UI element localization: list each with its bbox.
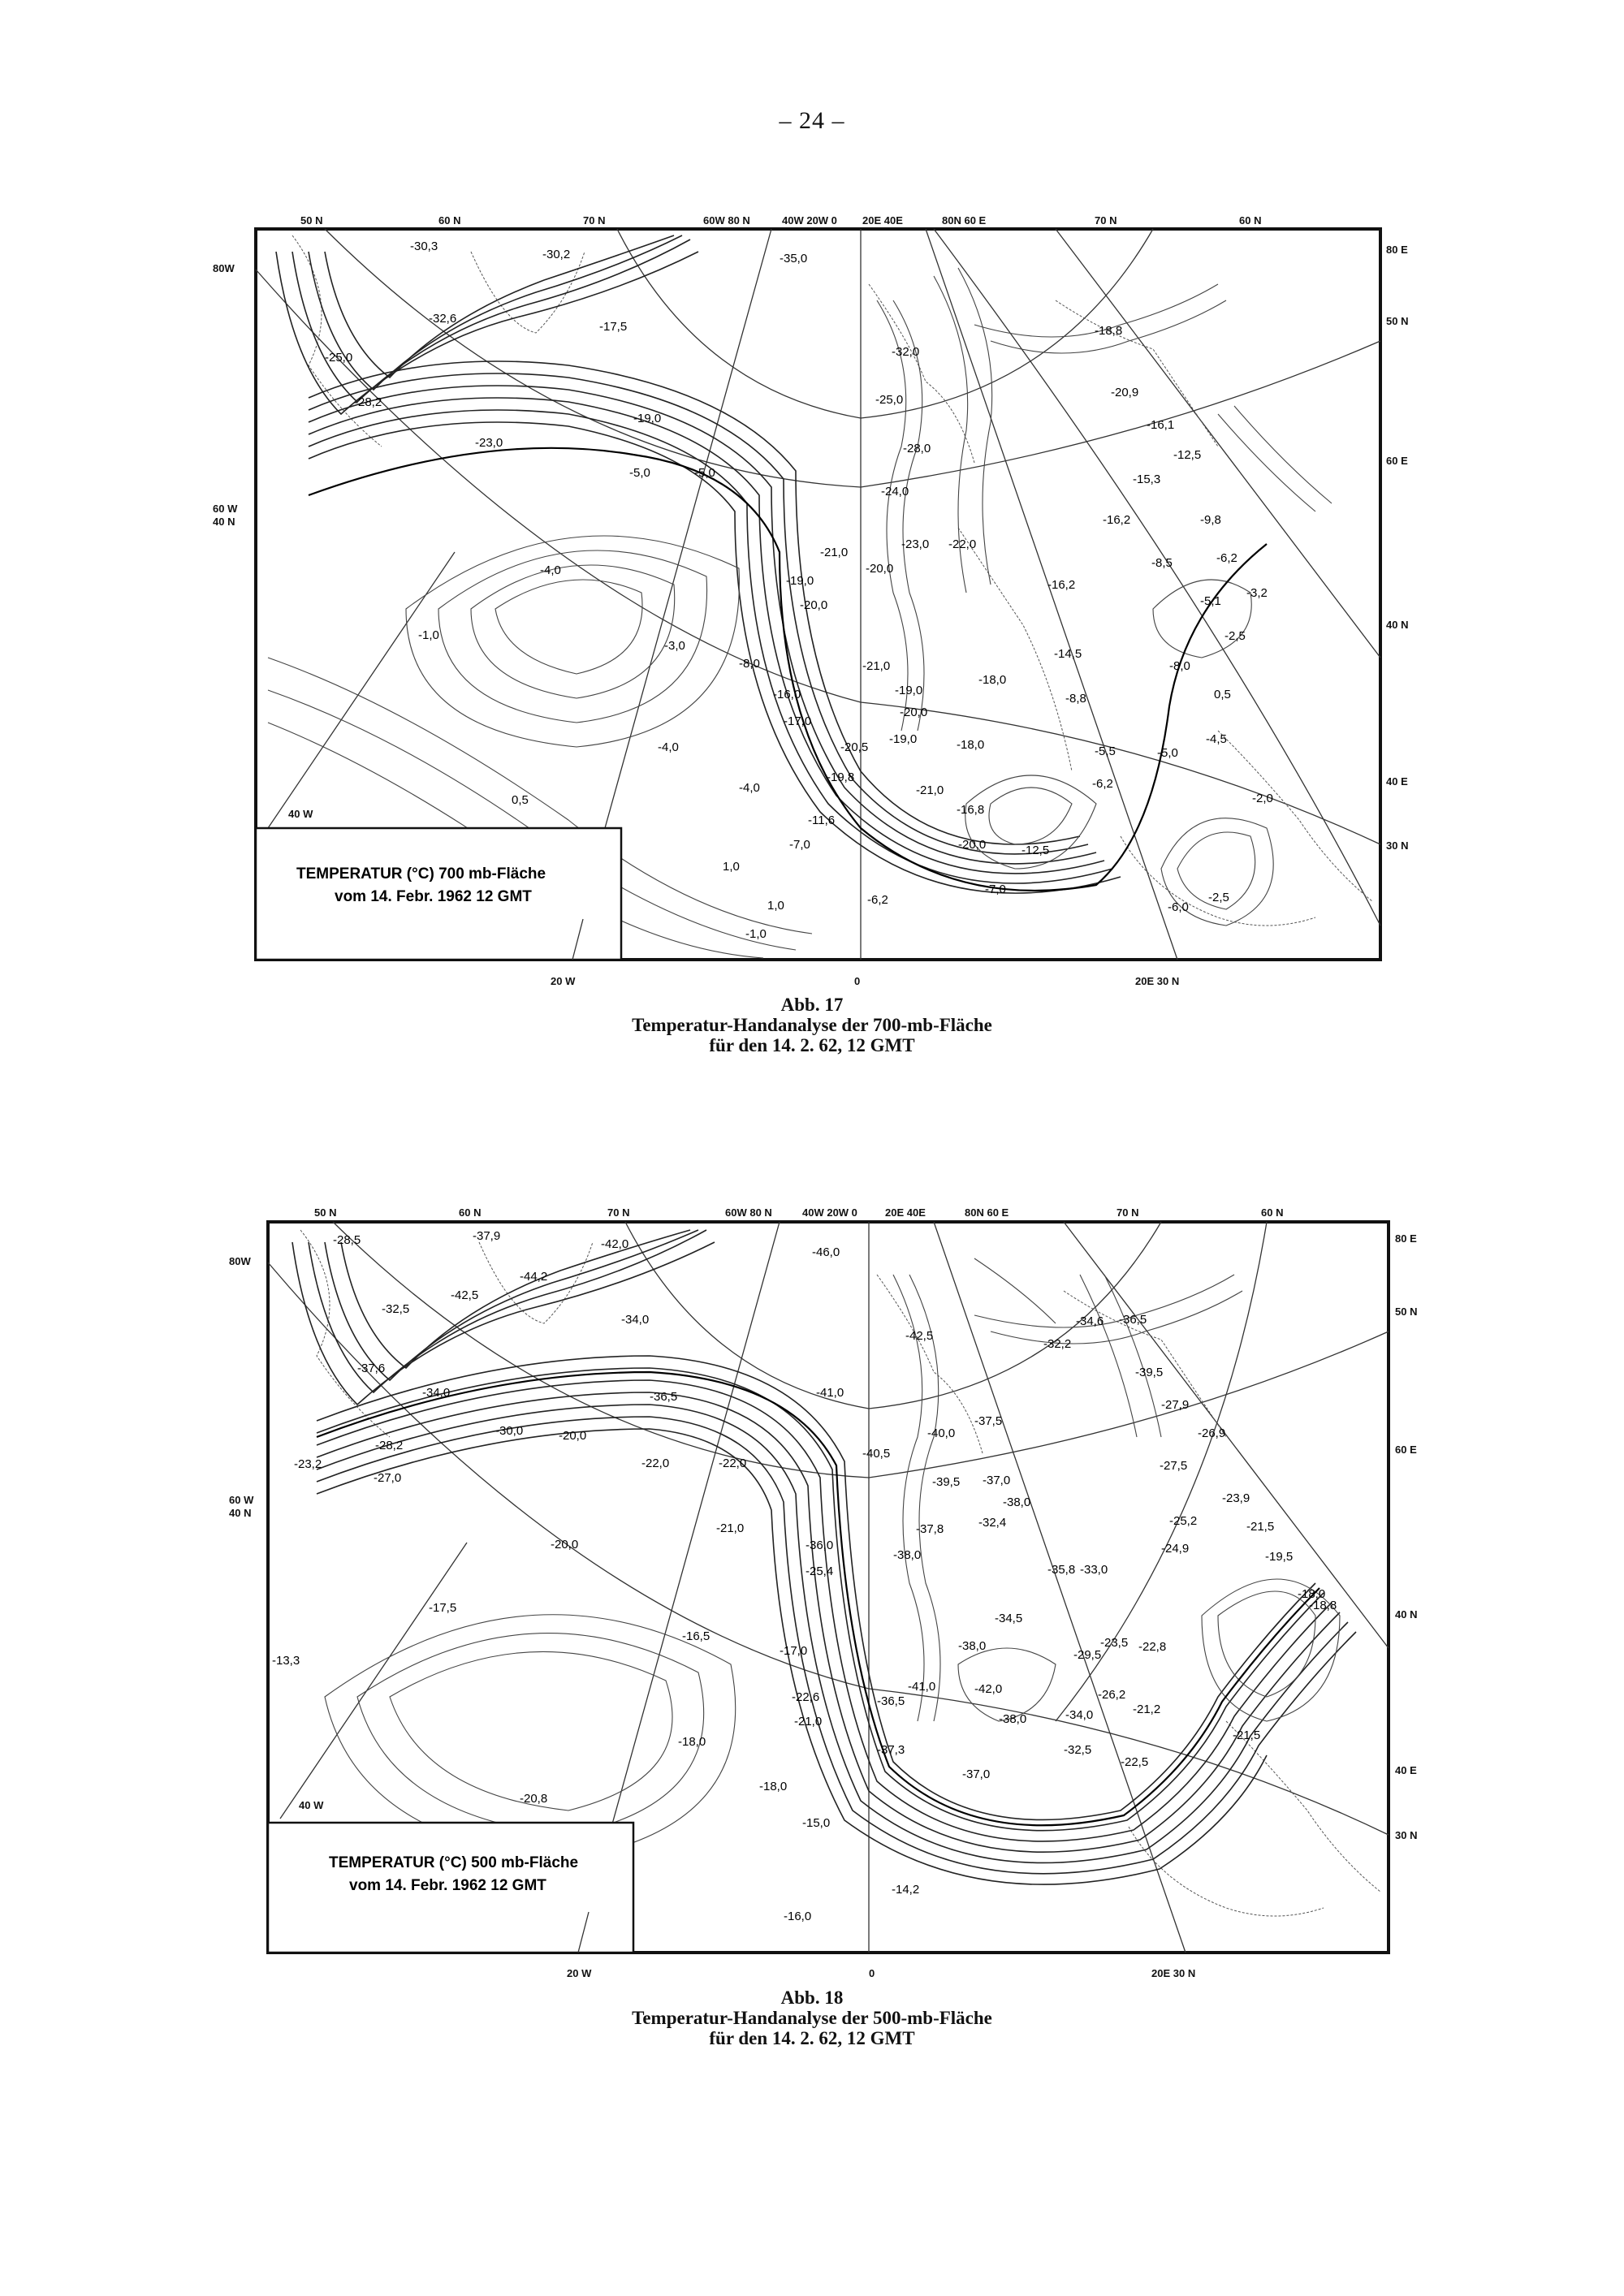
svg-text:-18,8: -18,8 [1309, 1599, 1337, 1612]
svg-text:-21,2: -21,2 [1133, 1703, 1161, 1716]
svg-text:-22,8: -22,8 [1138, 1640, 1167, 1654]
svg-text:40 N: 40 N [1395, 1608, 1418, 1621]
svg-text:-30,3: -30,3 [410, 240, 438, 253]
svg-text:-37,9: -37,9 [473, 1229, 501, 1243]
svg-text:-19,5: -19,5 [1265, 1550, 1294, 1564]
svg-text:-21,0: -21,0 [916, 783, 944, 797]
svg-text:-37,0: -37,0 [983, 1474, 1011, 1487]
svg-text:-39,5: -39,5 [1135, 1366, 1164, 1379]
svg-text:70 N: 70 N [1116, 1206, 1139, 1219]
svg-text:-22,0: -22,0 [641, 1457, 670, 1470]
svg-text:-38,0: -38,0 [958, 1639, 987, 1653]
svg-text:-4,0: -4,0 [540, 563, 561, 577]
svg-text:-14,2: -14,2 [892, 1883, 920, 1897]
svg-text:40 E: 40 E [1386, 775, 1408, 788]
svg-text:-22,0: -22,0 [719, 1457, 747, 1470]
svg-text:1,0: 1,0 [767, 899, 784, 913]
svg-text:-20,0: -20,0 [958, 838, 987, 852]
svg-text:70 N: 70 N [607, 1206, 630, 1219]
svg-text:-40,5: -40,5 [862, 1447, 891, 1461]
svg-text:-42,5: -42,5 [905, 1329, 934, 1343]
svg-text:80W: 80W [213, 262, 235, 274]
svg-text:-5,0: -5,0 [1157, 746, 1178, 760]
svg-text:-27,0: -27,0 [374, 1471, 402, 1485]
svg-text:-6,2: -6,2 [1216, 551, 1237, 565]
svg-text:-38,0: -38,0 [999, 1712, 1027, 1726]
svg-text:-19,0: -19,0 [786, 574, 814, 588]
svg-text:-36,5: -36,5 [1119, 1313, 1147, 1327]
svg-text:-16,0: -16,0 [784, 1910, 812, 1923]
svg-text:-41,0: -41,0 [908, 1680, 936, 1694]
map-legend [268, 1823, 633, 1953]
svg-text:-34,0: -34,0 [422, 1386, 451, 1400]
svg-text:-29,5: -29,5 [1073, 1648, 1102, 1662]
svg-text:40 E: 40 E [1395, 1764, 1417, 1776]
svg-text:-28,2: -28,2 [354, 395, 382, 409]
svg-text:-2,5: -2,5 [1224, 629, 1246, 643]
svg-text:-8,0: -8,0 [1169, 659, 1190, 673]
svg-text:70 N: 70 N [1095, 214, 1117, 227]
svg-text:50 N: 50 N [314, 1206, 337, 1219]
figure-caption-18 [0, 1987, 1624, 2048]
svg-text:50 N: 50 N [1386, 315, 1409, 327]
svg-text:-26,2: -26,2 [1098, 1688, 1126, 1702]
svg-text:-16,0: -16,0 [773, 688, 801, 701]
caption-title: Abb. 18 [780, 1987, 844, 2008]
svg-text:-16,5: -16,5 [682, 1629, 710, 1643]
svg-text:-34,0: -34,0 [1065, 1708, 1094, 1722]
svg-text:-41,0: -41,0 [816, 1386, 844, 1400]
svg-text:-17,0: -17,0 [784, 714, 812, 728]
svg-text:60 W: 60 W [213, 503, 238, 515]
svg-text:-22,5: -22,5 [1121, 1755, 1149, 1769]
figure-500mb-map [0, 1193, 1624, 2005]
svg-text:-20,0: -20,0 [551, 1538, 579, 1552]
svg-text:-5,1: -5,1 [1200, 594, 1221, 608]
svg-text:-22,0: -22,0 [948, 537, 977, 551]
svg-text:40W 20W 0: 40W 20W 0 [782, 214, 837, 227]
svg-text:-28,5: -28,5 [333, 1233, 361, 1247]
svg-text:80N 60 E: 80N 60 E [942, 214, 987, 227]
svg-text:-39,5: -39,5 [932, 1475, 961, 1489]
svg-text:-16,2: -16,2 [1047, 578, 1076, 592]
caption-line: Temperatur-Handanalyse der 500-mb-Fläche [632, 2008, 992, 2028]
svg-text:-21,5: -21,5 [1246, 1520, 1275, 1534]
svg-text:-11,6: -11,6 [808, 814, 836, 827]
svg-text:60 W: 60 W [229, 1494, 254, 1506]
svg-text:-42,0: -42,0 [601, 1237, 629, 1251]
svg-text:-16,2: -16,2 [1103, 513, 1131, 527]
svg-text:-37,0: -37,0 [962, 1767, 991, 1781]
svg-text:-3,0: -3,0 [664, 639, 685, 653]
svg-text:-32,4: -32,4 [978, 1516, 1007, 1530]
svg-text:-37,6: -37,6 [357, 1362, 386, 1375]
svg-text:-20,0: -20,0 [800, 598, 828, 612]
svg-text:60 N: 60 N [1261, 1206, 1284, 1219]
svg-text:-5,0: -5,0 [629, 466, 650, 480]
svg-text:-17,5: -17,5 [429, 1601, 457, 1615]
svg-text:-20,5: -20,5 [840, 740, 869, 754]
svg-text:-17,0: -17,0 [780, 1644, 808, 1658]
svg-text:-15,0: -15,0 [802, 1816, 831, 1830]
top-graticule-labels [300, 214, 1261, 227]
svg-text:-33,0: -33,0 [1080, 1563, 1108, 1577]
svg-text:-34,6: -34,6 [1076, 1314, 1104, 1328]
svg-text:70 N: 70 N [583, 214, 606, 227]
svg-text:-19,0: -19,0 [889, 732, 918, 746]
svg-text:-36,5: -36,5 [877, 1694, 905, 1708]
svg-text:60 E: 60 E [1386, 455, 1408, 467]
svg-text:60W 80 N: 60W 80 N [725, 1206, 772, 1219]
svg-text:60 E: 60 E [1395, 1444, 1417, 1456]
svg-text:-42,0: -42,0 [974, 1682, 1003, 1696]
svg-text:-23,0: -23,0 [475, 436, 503, 450]
svg-text:40 W: 40 W [288, 808, 313, 820]
caption-line: Temperatur-Handanalyse der 700-mb-Fläche [632, 1015, 992, 1035]
svg-text:-38,0: -38,0 [893, 1548, 922, 1562]
svg-text:-20,0: -20,0 [900, 706, 928, 719]
svg-text:40 N: 40 N [213, 516, 235, 528]
svg-text:60W 80 N: 60W 80 N [703, 214, 750, 227]
svg-text:-12,5: -12,5 [1021, 844, 1050, 857]
svg-text:-32,5: -32,5 [1064, 1743, 1092, 1757]
svg-text:-23,0: -23,0 [901, 537, 930, 551]
svg-text:60 N: 60 N [1239, 214, 1262, 227]
svg-text:-6,2: -6,2 [1092, 777, 1113, 791]
svg-text:-25,2: -25,2 [1169, 1514, 1198, 1528]
svg-text:TEMPERATUR (°C) 700 mb-Fläche: TEMPERATUR (°C) 700 mb-Fläche [296, 865, 546, 883]
map-legend [256, 828, 621, 960]
svg-text:-18,0: -18,0 [957, 738, 985, 752]
svg-text:20E 40E: 20E 40E [885, 1206, 926, 1219]
svg-text:-23,5: -23,5 [1100, 1636, 1129, 1650]
svg-text:-37,8: -37,8 [916, 1522, 944, 1536]
svg-text:-13,3: -13,3 [272, 1654, 300, 1668]
svg-text:-16,1: -16,1 [1147, 418, 1175, 432]
svg-text:-30,2: -30,2 [542, 248, 571, 261]
svg-text:-5,0: -5,0 [694, 466, 715, 480]
svg-text:-3,2: -3,2 [1246, 586, 1268, 600]
svg-text:50 N: 50 N [1395, 1306, 1418, 1318]
svg-text:-19,8: -19,8 [827, 770, 855, 784]
svg-text:80N 60 E: 80N 60 E [965, 1206, 1009, 1219]
svg-text:20E 40E: 20E 40E [862, 214, 903, 227]
svg-text:-35,0: -35,0 [780, 252, 808, 265]
svg-text:-4,0: -4,0 [658, 740, 679, 754]
svg-text:-21,5: -21,5 [1233, 1728, 1261, 1742]
svg-text:-32,0: -32,0 [892, 345, 920, 359]
svg-text:-46,0: -46,0 [812, 1245, 840, 1259]
svg-text:-1,0: -1,0 [418, 628, 439, 642]
svg-text:-32,5: -32,5 [382, 1302, 410, 1316]
svg-text:-16,8: -16,8 [957, 803, 985, 817]
svg-text:40W 20W 0: 40W 20W 0 [802, 1206, 857, 1219]
svg-text:-40,0: -40,0 [927, 1426, 956, 1440]
svg-text:-20,9: -20,9 [1111, 386, 1139, 399]
figure-caption-17 [0, 995, 1624, 1055]
svg-text:60 N: 60 N [438, 214, 461, 227]
svg-text:-6,0: -6,0 [1168, 900, 1189, 914]
svg-text:-20,0: -20,0 [866, 562, 894, 576]
svg-text:-23,2: -23,2 [294, 1457, 322, 1471]
svg-text:-30,0: -30,0 [495, 1424, 524, 1438]
svg-text:-35,8: -35,8 [1047, 1563, 1076, 1577]
svg-text:-21,0: -21,0 [794, 1715, 823, 1728]
svg-text:-2,5: -2,5 [1208, 891, 1229, 904]
svg-text:-27,9: -27,9 [1161, 1398, 1190, 1412]
svg-text:-5,5: -5,5 [1095, 744, 1116, 758]
svg-text:-24,9: -24,9 [1161, 1542, 1190, 1556]
svg-text:-28,0: -28,0 [903, 442, 931, 455]
svg-text:-18,0: -18,0 [978, 673, 1007, 687]
svg-text:-19,0: -19,0 [895, 684, 923, 697]
svg-text:-2,0: -2,0 [1252, 792, 1273, 805]
svg-text:-37,3: -37,3 [877, 1743, 905, 1757]
svg-text:-34,5: -34,5 [995, 1612, 1023, 1625]
svg-text:80W: 80W [229, 1255, 251, 1267]
svg-text:-12,5: -12,5 [1173, 448, 1202, 462]
svg-text:-44,2: -44,2 [520, 1270, 548, 1284]
svg-text:0,5: 0,5 [512, 793, 529, 807]
svg-text:40 W: 40 W [299, 1799, 324, 1811]
svg-text:-6,2: -6,2 [867, 893, 888, 907]
svg-text:20 W: 20 W [567, 1967, 592, 1979]
svg-text:-4,0: -4,0 [739, 781, 760, 795]
top-graticule-labels [314, 1206, 1283, 1219]
svg-text:0: 0 [854, 975, 861, 987]
svg-text:80 E: 80 E [1395, 1232, 1417, 1245]
svg-text:-25,0: -25,0 [325, 351, 353, 365]
svg-text:30 N: 30 N [1395, 1829, 1418, 1841]
svg-text:-36,0: -36,0 [806, 1539, 834, 1552]
svg-text:80 E: 80 E [1386, 244, 1408, 256]
svg-text:60 N: 60 N [459, 1206, 482, 1219]
caption-line: für den 14. 2. 62, 12 GMT [709, 2028, 915, 2048]
svg-text:-32,6: -32,6 [429, 312, 457, 326]
svg-text:-4,5: -4,5 [1206, 732, 1227, 746]
caption-line: für den 14. 2. 62, 12 GMT [709, 1035, 915, 1055]
svg-text:0: 0 [869, 1967, 875, 1979]
svg-text:-38,0: -38,0 [1003, 1495, 1031, 1509]
svg-text:-32,2: -32,2 [1043, 1337, 1072, 1351]
svg-text:-21,0: -21,0 [716, 1521, 745, 1535]
svg-text:-23,9: -23,9 [1222, 1491, 1250, 1505]
svg-text:-20,8: -20,8 [520, 1792, 548, 1806]
caption-title: Abb. 17 [780, 995, 844, 1015]
svg-text:-14,5: -14,5 [1054, 647, 1082, 661]
svg-text:-8,5: -8,5 [1151, 556, 1173, 570]
svg-text:0,5: 0,5 [1214, 688, 1231, 701]
svg-text:-27,5: -27,5 [1160, 1459, 1188, 1473]
svg-text:-28,2: -28,2 [375, 1439, 404, 1452]
svg-text:-18,0: -18,0 [759, 1780, 788, 1793]
svg-text:-18,0: -18,0 [678, 1735, 706, 1749]
page-number: – 24 – [779, 107, 845, 134]
svg-text:-7,0: -7,0 [789, 838, 810, 852]
svg-text:-8,0: -8,0 [739, 657, 760, 671]
svg-text:-24,0: -24,0 [881, 485, 909, 498]
svg-text:30 N: 30 N [1386, 839, 1409, 852]
svg-text:-8,8: -8,8 [1065, 692, 1086, 706]
svg-text:-19,0: -19,0 [633, 412, 662, 425]
svg-text:-34,0: -34,0 [621, 1313, 650, 1327]
svg-text:-18,8: -18,8 [1095, 324, 1123, 338]
svg-text:-21,0: -21,0 [862, 659, 891, 673]
figure-700mb-map [0, 203, 1624, 1015]
svg-text:-42,5: -42,5 [451, 1288, 479, 1302]
svg-text:20 W: 20 W [551, 975, 576, 987]
svg-text:20E 30 N: 20E 30 N [1135, 975, 1180, 987]
svg-text:40 N: 40 N [1386, 619, 1409, 631]
svg-text:-21,0: -21,0 [820, 546, 849, 559]
svg-text:-18,0: -18,0 [1298, 1587, 1326, 1601]
svg-text:1,0: 1,0 [723, 860, 740, 874]
svg-text:-1,0: -1,0 [745, 927, 767, 941]
svg-text:50 N: 50 N [300, 214, 323, 227]
svg-text:vom 14. Febr. 1962 12 GMT: vom 14. Febr. 1962 12 GMT [349, 1877, 546, 1894]
svg-text:-9,8: -9,8 [1200, 513, 1221, 527]
svg-text:-7,0: -7,0 [985, 883, 1006, 896]
svg-text:-25,0: -25,0 [875, 393, 904, 407]
svg-text:40 N: 40 N [229, 1507, 252, 1519]
svg-text:-20,0: -20,0 [559, 1429, 587, 1443]
svg-text:-26,9: -26,9 [1198, 1426, 1226, 1440]
svg-text:-37,5: -37,5 [974, 1414, 1003, 1428]
svg-text:TEMPERATUR (°C) 500 mb-Fläche: TEMPERATUR (°C) 500 mb-Fläche [329, 1854, 579, 1871]
svg-text:-22,6: -22,6 [792, 1690, 820, 1704]
svg-text:-25,4: -25,4 [806, 1564, 834, 1578]
svg-text:vom 14. Febr. 1962 12 GMT: vom 14. Febr. 1962 12 GMT [335, 888, 532, 905]
svg-text:-36,5: -36,5 [650, 1390, 678, 1404]
svg-text:20E 30 N: 20E 30 N [1151, 1967, 1196, 1979]
svg-text:-15,3: -15,3 [1133, 473, 1161, 486]
svg-text:-17,5: -17,5 [599, 320, 628, 334]
